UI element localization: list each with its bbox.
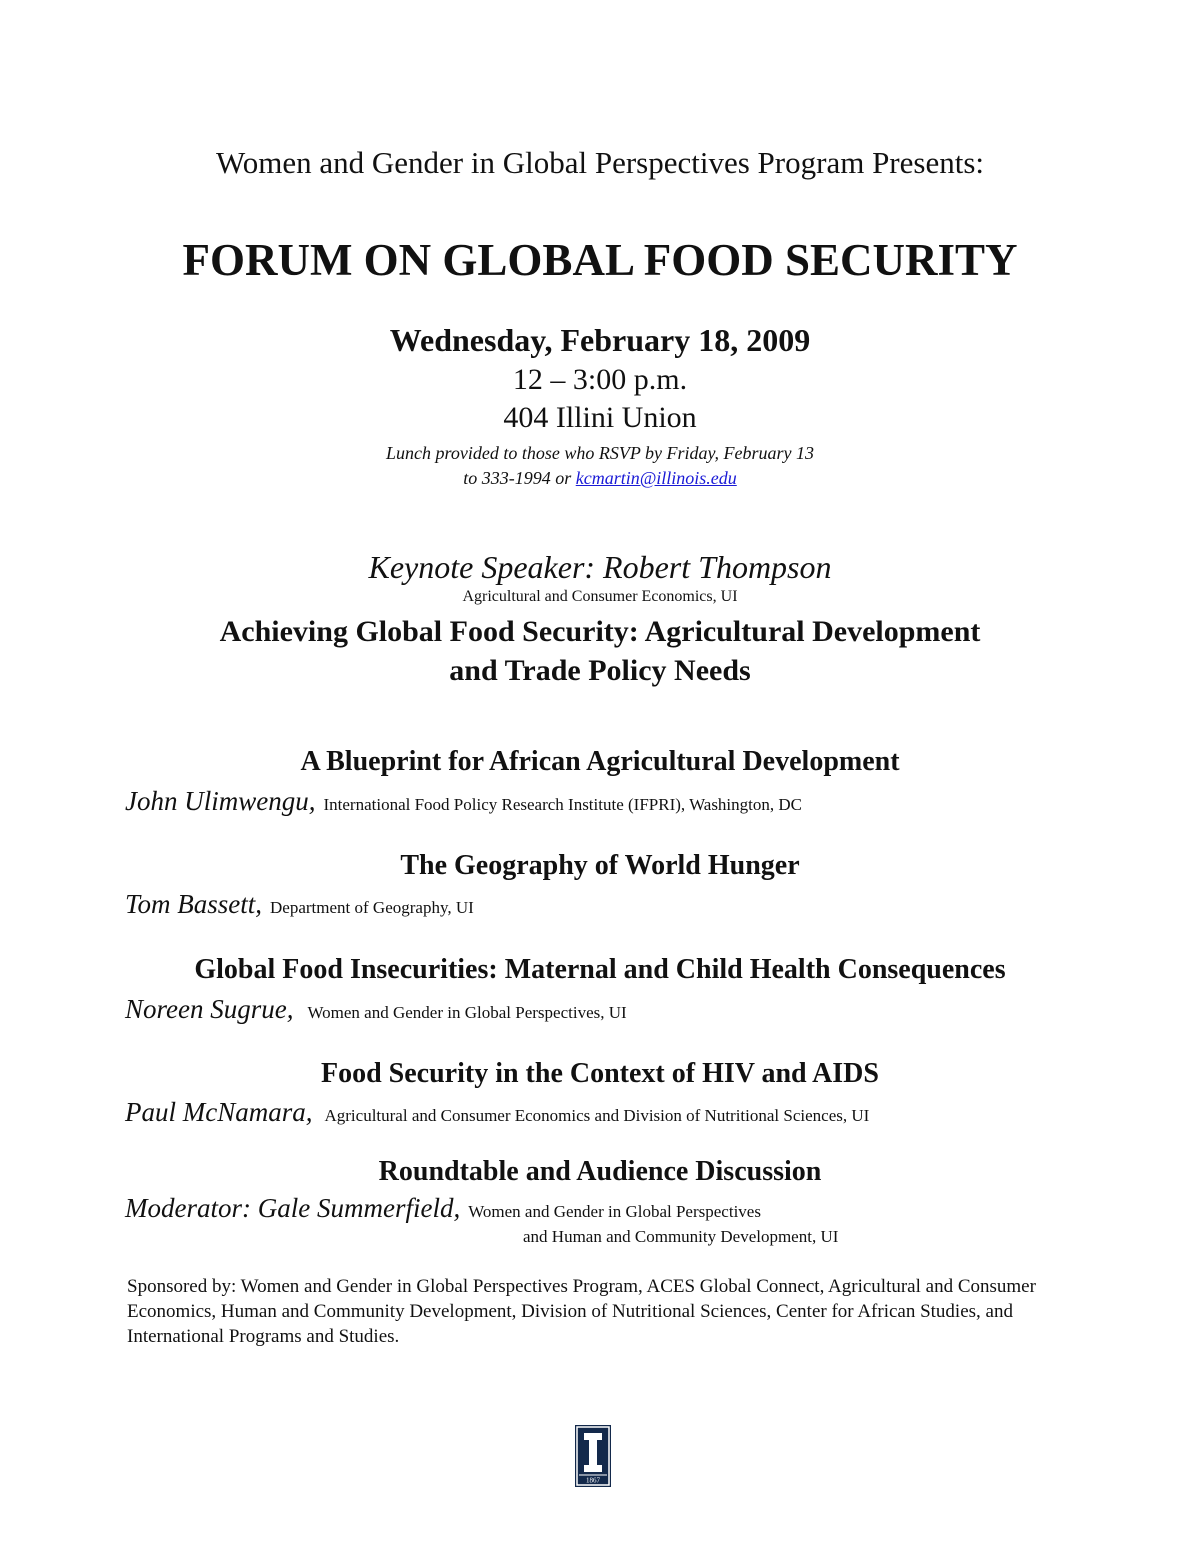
rsvp-note: Lunch provided to those who RSVP by Friday, February 13 bbox=[386, 443, 814, 463]
keynote-affiliation: Agricultural and Consumer Economics, UI bbox=[462, 588, 738, 605]
logo-year: 1867 bbox=[586, 1476, 600, 1485]
moderator-affiliation: Women and Gender in Global Perspectives bbox=[468, 1202, 761, 1221]
rsvp-contact-prefix: to 333-1994 or bbox=[463, 468, 576, 488]
sponsors-text: Sponsored by: Women and Gender in Global Perspectives Program, ACES Global Connect, Agricultural and Consumer Economics, Human and Community Development, Division of Nutritional Sciences, Center for African Studies, and International Programs and Studies. bbox=[127, 1276, 1036, 1347]
event-time: 12 – 3:00 p.m. bbox=[512, 363, 688, 396]
speaker-affiliation: Agricultural and Consumer Economics and Division of Nutritional Sciences, UI bbox=[324, 1106, 870, 1125]
session-title: Roundtable and Audience Discussion bbox=[378, 1156, 822, 1187]
speaker-affiliation: Department of Geography, UI bbox=[270, 898, 474, 917]
session-title: A Blueprint for African Agricultural Development bbox=[300, 746, 900, 777]
university-seal-icon bbox=[575, 1425, 611, 1487]
event-location: 404 Illini Union bbox=[503, 401, 697, 434]
session-speaker-line bbox=[125, 889, 474, 920]
speaker-name: Noreen Sugrue, bbox=[125, 994, 294, 1024]
keynote-talk-title-line1: Achieving Global Food Security: Agricultural Development bbox=[219, 615, 981, 648]
rsvp-contact bbox=[0, 466, 1200, 490]
speaker-name: John Ulimwengu, bbox=[125, 786, 316, 816]
session-title: Global Food Insecurities: Maternal and Child Health Consequences bbox=[194, 954, 1006, 985]
session-title: Food Security in the Context of HIV and AIDS bbox=[321, 1058, 879, 1089]
rsvp-email-link[interactable]: kcmartin@illinois.edu bbox=[575, 468, 737, 488]
speaker-affiliation: Women and Gender in Global Perspectives, UI bbox=[307, 1003, 627, 1022]
speaker-affiliation: International Food Policy Research Institute (IFPRI), Washington, DC bbox=[323, 795, 802, 814]
keynote-talk-title-line2: and Trade Policy Needs bbox=[449, 654, 751, 687]
moderator-line bbox=[125, 1193, 761, 1224]
session-speaker-line bbox=[125, 994, 627, 1025]
speaker-name: Tom Bassett, bbox=[125, 889, 263, 919]
speaker-name: Paul McNamara, bbox=[125, 1097, 313, 1127]
keynote-speaker: Keynote Speaker: Robert Thompson bbox=[368, 549, 832, 585]
moderator-name: Moderator: Gale Summerfield, bbox=[125, 1193, 461, 1223]
moderator-affiliation-line2: and Human and Community Development, UI bbox=[523, 1227, 839, 1246]
event-date: Wednesday, February 18, 2009 bbox=[389, 322, 811, 358]
presenter-line: Women and Gender in Global Perspectives Program Presents: bbox=[215, 145, 985, 180]
session-speaker-line bbox=[125, 786, 802, 817]
page-title: FORUM ON GLOBAL FOOD SECURITY bbox=[182, 235, 1018, 285]
session-speaker-line bbox=[125, 1097, 869, 1128]
session-title: The Geography of World Hunger bbox=[400, 850, 800, 881]
